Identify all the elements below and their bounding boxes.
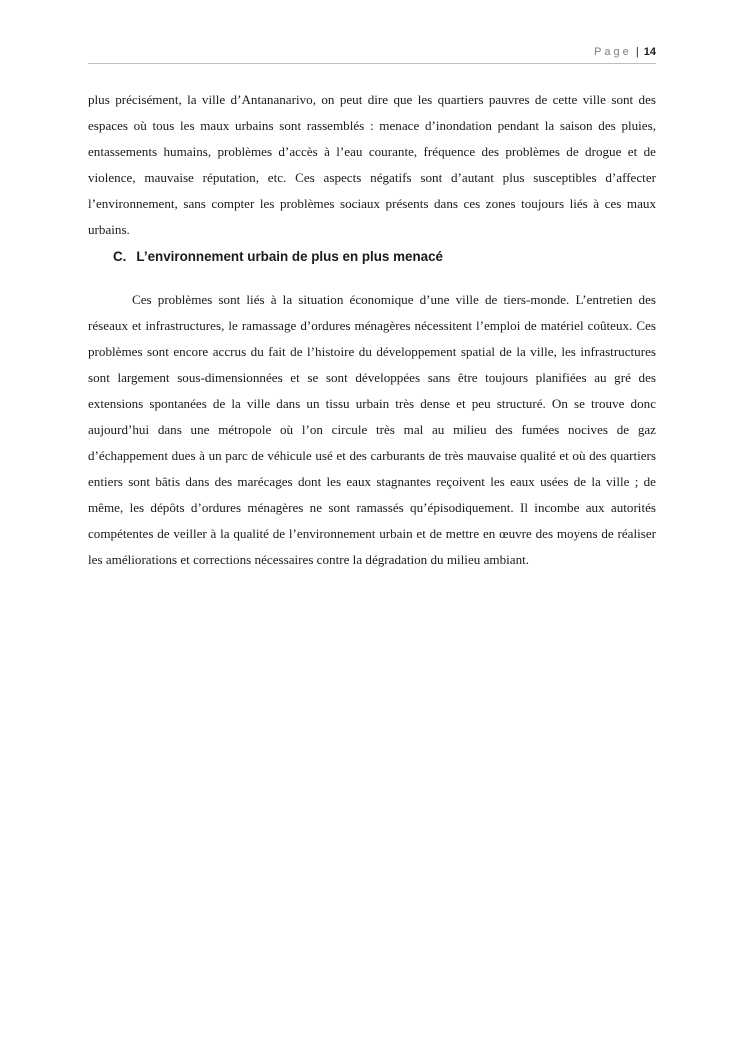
section-title: L’environnement urbain de plus en plus menacé xyxy=(136,249,443,264)
section-letter: C. xyxy=(113,249,127,264)
page-label: Page xyxy=(594,46,632,58)
page-header xyxy=(88,40,656,64)
section-heading xyxy=(113,246,653,268)
paragraph-body: Ces problèmes sont liés à la situation économique d’une ville de tiers-monde. L’entretien des réseaux et infrastructures, le ramassage d’ordures ménagères nécessitent l’emploi de matériel coûteux. Ces problèmes sont encore accrus du fait de l’histoire du développement spatial de la ville, les infrastructures sont largement sous-dimensionnées et se sont développées sans être toujours planifiées au gré des extensions spontanées de la ville dans un tissu urbain très dense et peu structuré. On se trouve donc aujourd’hui dans une métropole où l’on circule très mal au milieu des fumées nocives de gaz d’échappement dues à un parc de véhicule usé et des carburants de très mauvaise qualité et où des quartiers entiers sont bâtis dans des marécages dont les eaux stagnantes reçoivent les eaux usées de la ville ; de même, les dépôts d’ordures ménagères ne sont ramassés qu’épisodiquement. Il incombe aux autorités compétentes de veiller à la qualité de l’environnement urbain et de mettre en œuvre des moyens de réaliser les améliorations et corrections nécessaires contre la dégradation du milieu ambiant. xyxy=(88,292,656,567)
page-separator: | xyxy=(635,46,639,58)
paragraph-intro: plus précisément, la ville d’Antananarivo, on peut dire que les quartiers pauvres de cette ville sont des espaces où tous les maux urbains sont rassemblés : menace d’inondation pendant la saison des pluies, entassements humains, problèmes d’accès à l’eau courante, fréquence des problèmes de drogue et de violence, mauvaise réputation, etc. Ces aspects négatifs sont d’autant plus susceptibles d’affecter l’environnement, sans compter les problèmes sociaux présents dans ces zones toujours liés à ces maux urbains. xyxy=(88,92,656,237)
page-number: 14 xyxy=(643,46,656,58)
